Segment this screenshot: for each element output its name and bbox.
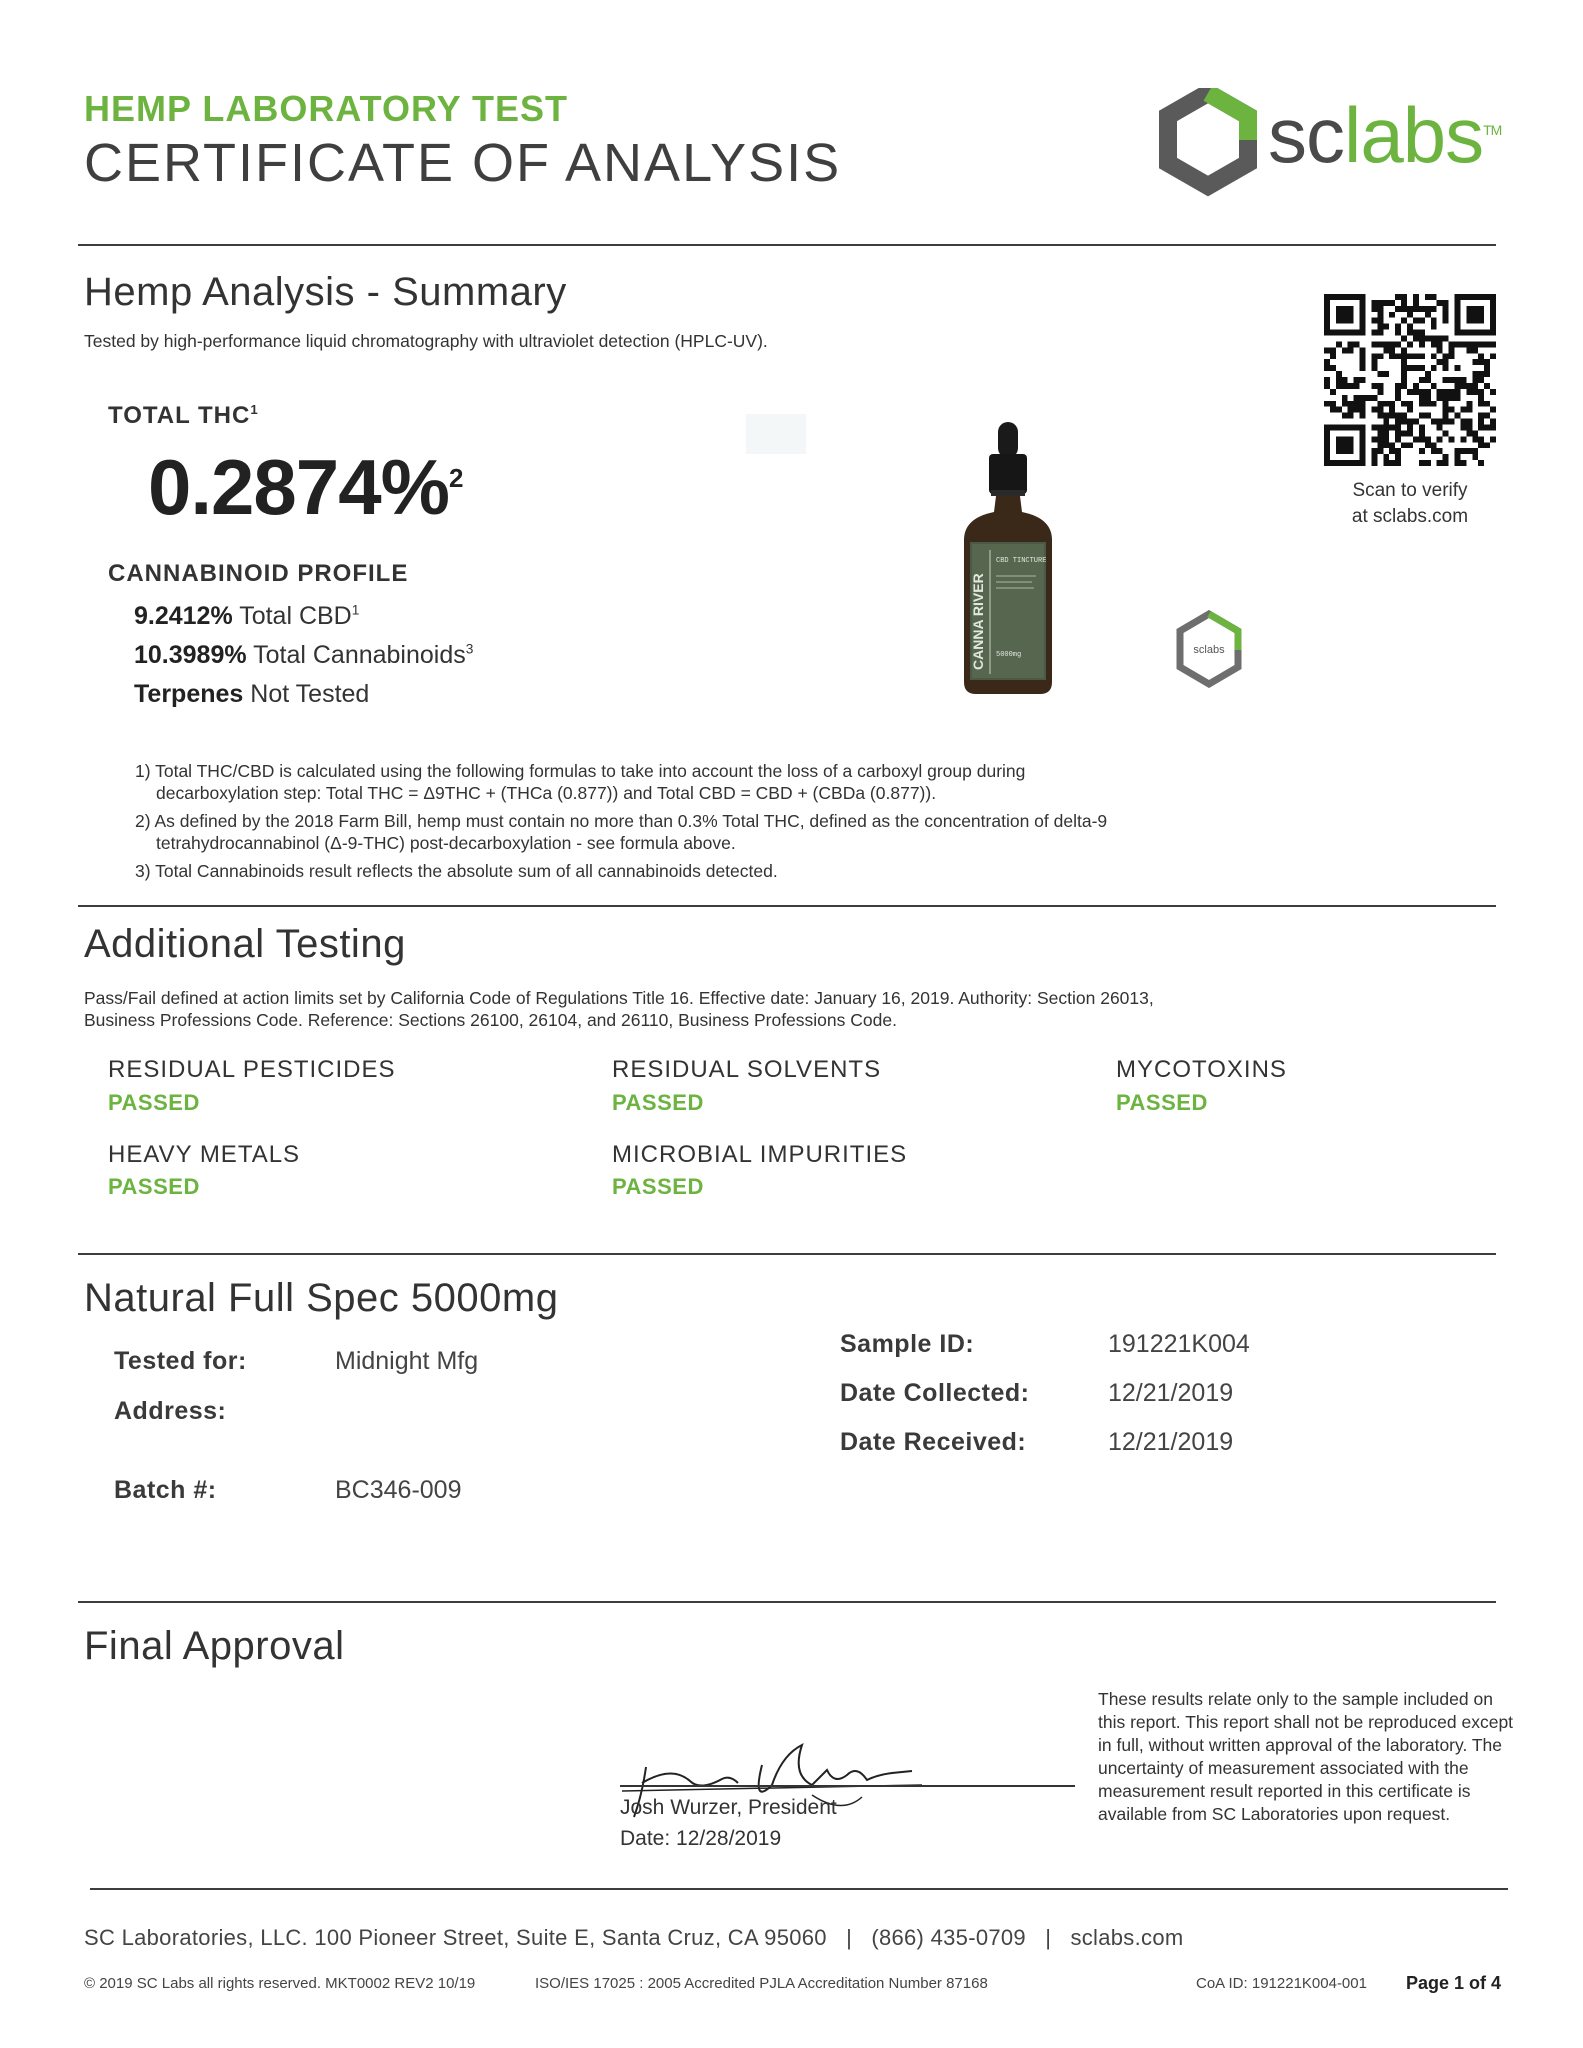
pass-fail-note: Pass/Fail defined at action limits set by California Code of Regulations Title 16. Effective date: January 16, 2019. Authority: Section 26013, Business Professions Code. Reference: Sections 26100, 26104, and 26110, Business Professions Code. <box>84 988 1154 1030</box>
sclabs-logo <box>1158 88 1518 198</box>
test-residual-pesticides-status: PASSED <box>108 1090 200 1115</box>
svg-text:CANNA RIVER: CANNA RIVER <box>970 573 986 670</box>
sample-id-label: Sample ID: <box>840 1330 975 1358</box>
svg-text:sclabs: sclabs <box>1193 644 1225 656</box>
cannabinoid-profile-label: CANNABINOID PROFILE <box>108 560 409 587</box>
test-mycotoxins-status: PASSED <box>1116 1090 1208 1115</box>
sample-id-value: 191221K004 <box>1108 1330 1250 1358</box>
test-residual-solvents-label: RESIDUAL SOLVENTS <box>612 1056 882 1083</box>
tested-for-label: Tested for: <box>114 1347 247 1375</box>
approval-date: Date: 12/28/2019 <box>620 1827 782 1850</box>
total-cbd-line: 9.2412% Total CBD$^1$ <box>134 602 360 630</box>
footer-accreditation: ISO/IES 17025 : 2005 Accredited PJLA Accreditation Number 87168 <box>535 1975 988 1992</box>
document-title: CERTIFICATE OF ANALYSIS <box>84 133 842 193</box>
address-label: Address: <box>114 1397 227 1425</box>
test-heavy-metals-label: HEAVY METALS <box>108 1141 301 1168</box>
terpenes-line: Terpenes Not Tested <box>134 680 370 708</box>
test-mycotoxins-label: MYCOTOXINS <box>1116 1056 1287 1083</box>
additional-divider <box>78 1253 1496 1255</box>
total-thc-value: 0.2874%$^2$ <box>148 443 463 531</box>
verification-qr-code[interactable] <box>1324 294 1496 466</box>
footnote-3: 3) Total Cannabinoids result reflects the absolute sum of all cannabinoids detected. <box>135 861 778 881</box>
footnote-1: 1) Total THC/CBD is calculated using the following formulas to take into account the loss of a carboxyl group during decarboxylation step: Total THC = Δ9THC + (THCa (0.877)) and Total CBD = CBD + (CBDa (0.877)). <box>135 761 1026 803</box>
batch-label: Batch #: <box>114 1476 217 1504</box>
test-residual-solvents-status: PASSED <box>612 1090 704 1115</box>
footer-coa-id: CoA ID: 191221K004-001 <box>1196 1975 1367 1992</box>
product-photo <box>746 412 1086 702</box>
footer-address: SC Laboratories, LLC. 100 Pioneer Street, Suite E, Santa Cruz, CA 95060 | (866) 435-0709 | sclabs.com <box>84 1925 1184 1950</box>
additional-testing-title: Additional Testing <box>84 922 406 966</box>
date-collected-value: 12/21/2019 <box>1108 1379 1234 1407</box>
sample-divider <box>78 1601 1496 1603</box>
hexagon-logo-icon <box>1158 88 1258 198</box>
test-residual-pesticides-label: RESIDUAL PESTICIDES <box>108 1056 396 1083</box>
logo-wordmark: sclabs™ <box>1268 91 1502 179</box>
page-number: Page 1 of 4 <box>1406 1973 1502 1993</box>
batch-value: BC346-009 <box>335 1476 462 1504</box>
test-microbial-impurities-status: PASSED <box>612 1174 704 1199</box>
test-heavy-metals-status: PASSED <box>108 1174 200 1199</box>
final-approval-title: Final Approval <box>84 1624 345 1668</box>
sclabs-badge <box>1176 610 1242 688</box>
total-cannabinoids-line: 10.3989% Total Cannabinoids$^3$ <box>134 641 474 669</box>
tested-for-value: Midnight Mfg <box>335 1347 479 1375</box>
footer-copyright: © 2019 SC Labs all rights reserved. MKT0002 REV2 10/19 <box>84 1975 476 1992</box>
sample-title: Natural Full Spec 5000mg <box>84 1276 559 1320</box>
svg-text:CBD TINCTURE: CBD TINCTURE <box>996 557 1047 565</box>
test-microbial-impurities-label: MICROBIAL IMPURITIES <box>612 1141 908 1168</box>
disclaimer-text: These results relate only to the sample included on this report. This report shall not be reproduced except in full, without written approval of the laboratory. The uncertainty of measurement associated with the measurement result reported in this certificate is available from SC Laboratories upon request. <box>1098 1689 1514 1824</box>
method-description: Tested by high-performance liquid chromatography with ultraviolet detection (HPLC-UV). <box>84 331 768 351</box>
qr-code-icon <box>1324 294 1496 466</box>
date-received-value: 12/21/2019 <box>1108 1428 1234 1456</box>
scan-to-verify-text: Scan to verify at sclabs.com <box>1351 480 1469 527</box>
signer-name: Josh Wurzer, President <box>620 1796 837 1819</box>
date-received-label: Date Received: <box>840 1428 1027 1456</box>
footnotes <box>135 760 1115 888</box>
summary-title: Hemp Analysis - Summary <box>84 270 567 314</box>
report-type-label: HEMP LABORATORY TEST <box>84 88 569 129</box>
summary-divider <box>78 905 1496 907</box>
signature-line <box>620 1785 1075 1787</box>
svg-text:5000mg: 5000mg <box>996 651 1022 659</box>
sclabs-badge-icon <box>1176 610 1242 688</box>
total-thc-label: TOTAL THC$^1$ <box>108 402 259 429</box>
header-divider <box>78 244 1496 246</box>
tincture-bottle-icon <box>746 412 1086 702</box>
footer-divider <box>90 1888 1508 1890</box>
date-collected-label: Date Collected: <box>840 1379 1030 1407</box>
footnote-2: 2) As defined by the 2018 Farm Bill, hemp must contain no more than 0.3% Total THC, defined as the concentration of delta-9 tetrahydrocannabinol (Δ-9-THC) post-decarboxylation - see formula above. <box>135 811 1108 853</box>
